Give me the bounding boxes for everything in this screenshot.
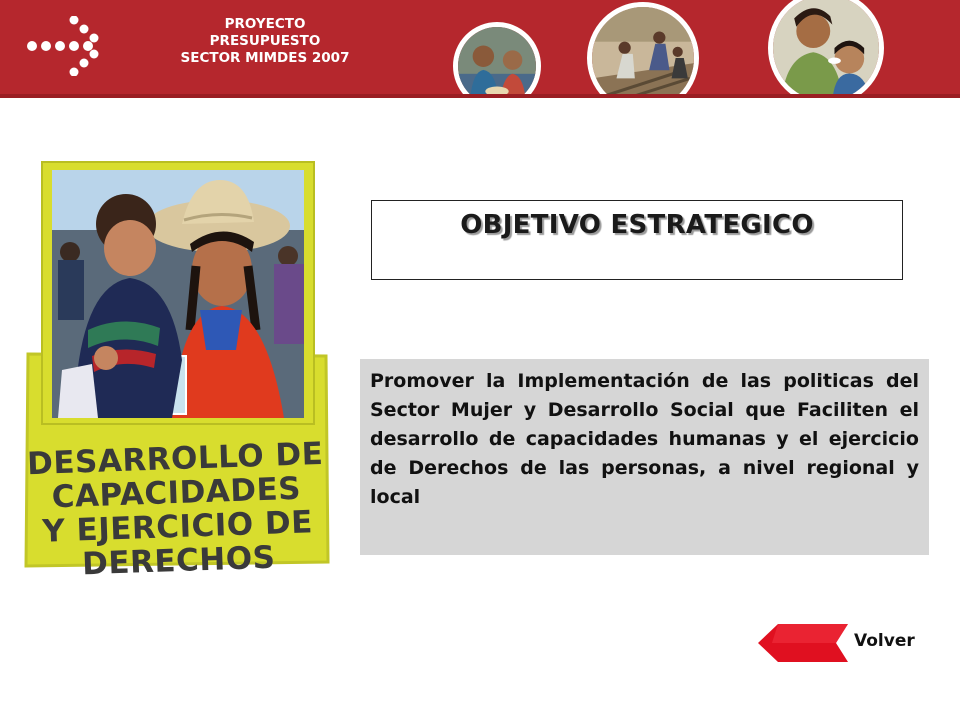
back-button[interactable] — [758, 624, 928, 662]
objective-description-box — [360, 359, 929, 555]
objective-title-box — [371, 200, 903, 280]
header-band — [0, 0, 960, 98]
project-title-line: PRESUPUESTO — [209, 33, 321, 49]
capacity-development-badge — [20, 437, 335, 584]
project-title-line: SECTOR MIMDES 2007 — [180, 50, 350, 66]
mother-feeding-child-photo — [768, 0, 884, 98]
mother-with-child-photo — [52, 170, 304, 418]
back-button-label[interactable]: Volver — [854, 631, 915, 651]
women-eating-photo — [453, 22, 541, 98]
objective-description: Promover la Implementación de las politicas del Sector Mujer y Desarrollo Social que Faciliten el desarrollo de capacidades humanas y el ejercicio de Derechos de las personas, a nivel regional y local — [370, 370, 919, 508]
dots-arrow-logo-icon — [26, 16, 106, 76]
project-title — [150, 16, 380, 67]
badge-line: Y EJERCICIO DE — [41, 504, 314, 550]
badge-line: CAPACIDADES — [51, 470, 302, 516]
badge-line: DESARROLLO DE — [26, 435, 324, 483]
workers-construction-photo — [587, 2, 699, 98]
red-arrow-left-icon — [758, 624, 854, 662]
badge-line: DERECHOS — [81, 539, 277, 583]
objective-title: OBJETIVO ESTRATEGICO — [460, 210, 814, 240]
capacity-development-poster — [22, 160, 332, 583]
project-title-line: PROYECTO — [224, 16, 306, 32]
